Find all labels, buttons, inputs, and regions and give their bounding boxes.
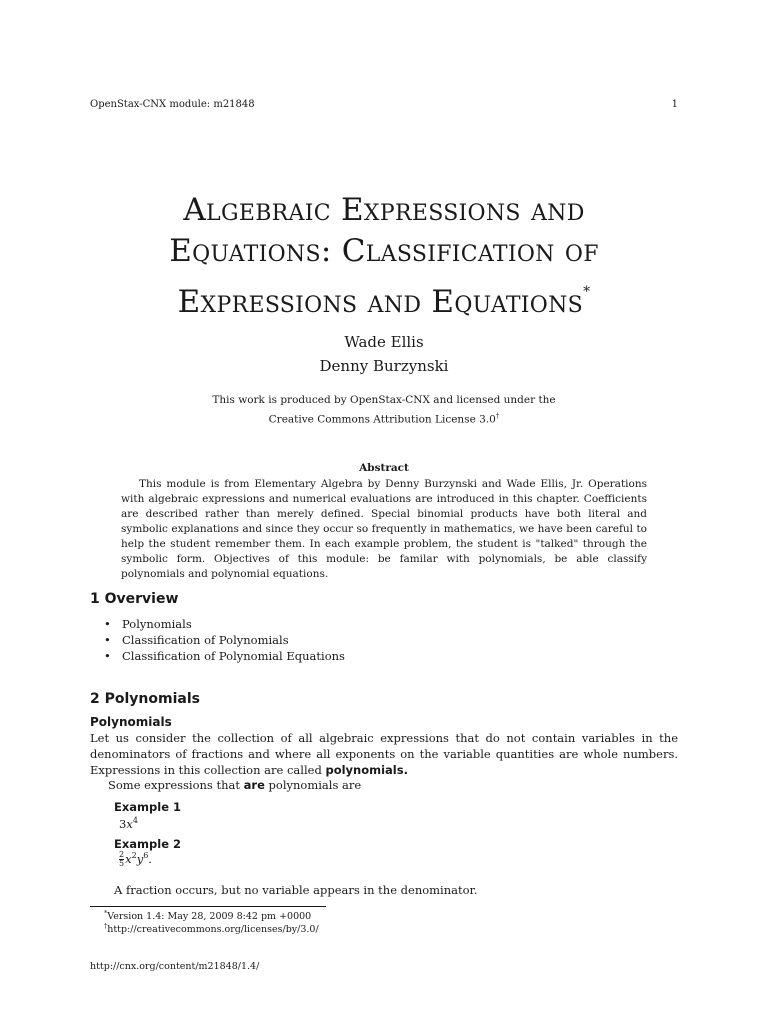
footnote-divider — [90, 906, 326, 907]
title-line-1: Algebraic Expressions and — [183, 192, 585, 228]
bullet-icon: • — [104, 649, 111, 663]
footer-url: http://cnx.org/content/m21848/1.4/ — [90, 961, 260, 972]
list-item: • Classification of Polynomial Equations — [104, 649, 345, 663]
bullet-icon: • — [104, 633, 111, 647]
document-title — [90, 190, 678, 323]
polynomials-intro: Some expressions that are polynomials are — [108, 778, 362, 792]
page-number: 1 — [671, 99, 678, 110]
section-heading-overview: 1 Overview — [90, 591, 179, 607]
author-1: Wade Ellis — [344, 333, 424, 351]
subsection-heading: Polynomials — [90, 715, 172, 729]
footnote-license-url: †http://creativecommons.org/licenses/by/3.0/ — [104, 922, 319, 936]
example-2-label: Example 2 — [114, 837, 181, 851]
section-heading-polynomials: 2 Polynomials — [90, 691, 200, 707]
footnote-version: *Version 1.4: May 28, 2009 8:42 pm +0000 — [104, 909, 312, 923]
module-id: OpenStax-CNX module: m21848 — [90, 99, 255, 110]
polynomials-definition: Let us consider the collection of all algebraic expressions that do not contain variables in the denominators of fractions and where all exponents on the variable quantities are whole numbers. Expressions in this collection are called polynomials. — [90, 731, 678, 777]
license-line-1: This work is produced by OpenStax-CNX and licensed under the — [212, 394, 556, 406]
fraction-note: A fraction occurs, but no variable appears in the denominator. — [114, 883, 478, 897]
list-item: • Polynomials — [104, 617, 192, 631]
bullet-icon: • — [104, 617, 111, 631]
example-1-label: Example 1 — [114, 800, 181, 814]
license-notice — [0, 392, 768, 428]
title-footnote-mark: * — [583, 284, 591, 300]
author-2: Denny Burzynski — [319, 357, 449, 375]
list-item: • Classification of Polynomials — [104, 633, 289, 647]
term-polynomials: polynomials. — [325, 763, 408, 777]
abstract-text: This module is from Elementary Algebra by Denny Burzynski and Wade Ellis, Jr. Operations with algebraic expressions and numerical evaluations are introduced in this chapter. Coefficients are described rather than merely defined. Special binomial products have both literal and symbolic explanations and since they occur so frequently in mathematics, we have been careful to help the student remember them. In each example problem, the student is "talked" through the symbolic form. Objectives of this module: be familar with polynomials, be able classify polynomials and polynomial equations. — [121, 478, 647, 580]
example-1-expression: $3x^4$ — [119, 816, 138, 831]
running-header — [90, 99, 678, 110]
abstract-title: Abstract — [359, 462, 409, 474]
license-line-2: Creative Commons Attribution License 3.0† — [268, 412, 500, 426]
title-line-2: Equations: Classification of — [169, 233, 599, 269]
license-footnote-mark: † — [495, 412, 500, 420]
fraction: $\frac{2}{5}$ — [119, 850, 125, 869]
title-line-3: Expressions and Equations* — [177, 284, 591, 320]
example-2-expression: $\frac{2}{5}$ $x^2y^6$. — [119, 850, 152, 869]
overview-list — [90, 616, 345, 664]
